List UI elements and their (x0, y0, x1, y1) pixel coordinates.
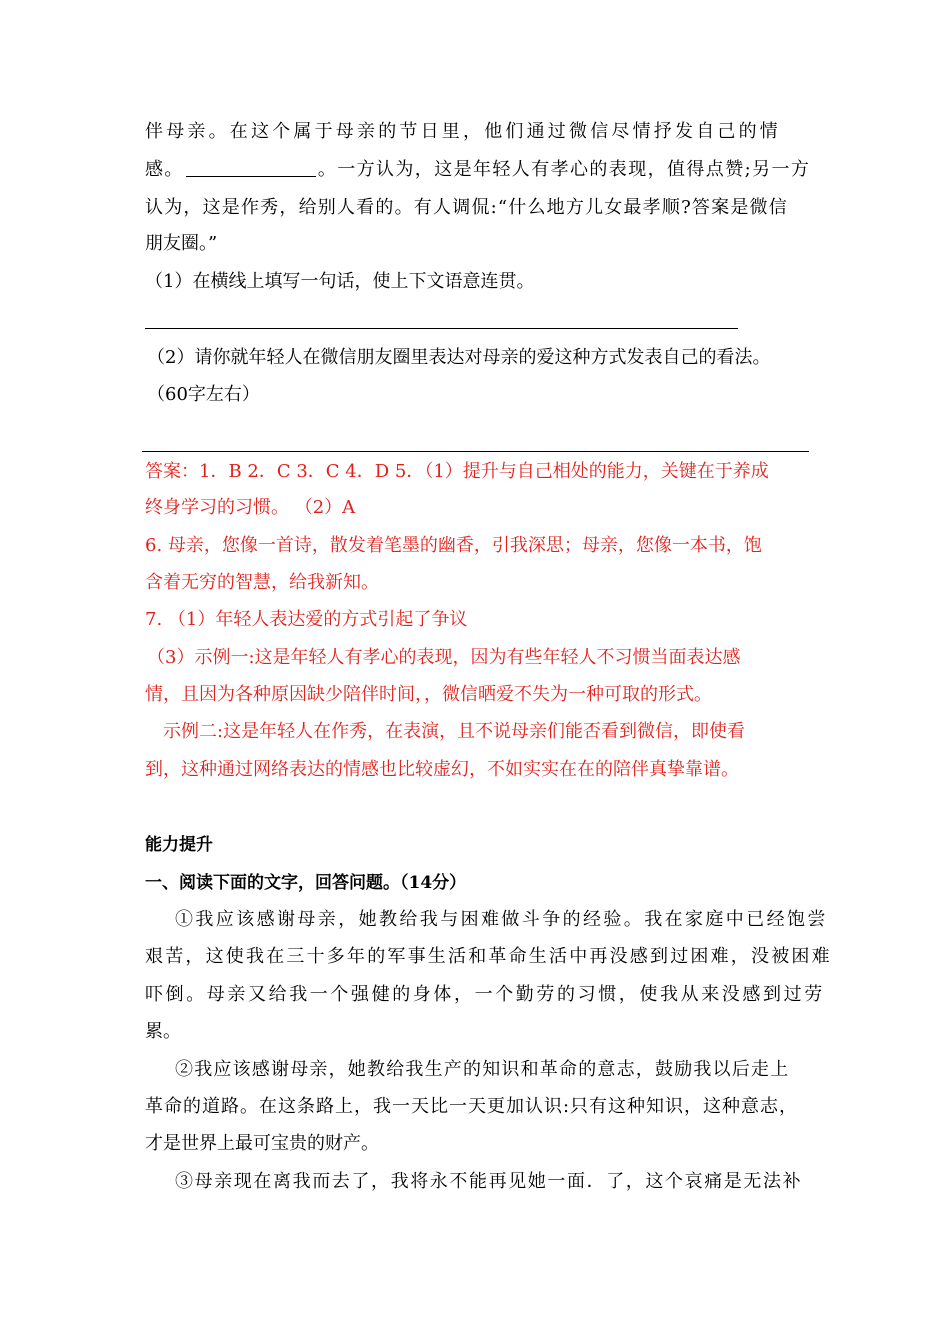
passage-line: 认为，这是作秀，给别人看的。有人调侃:“什么地方儿女最孝顺?答案是微信 (145, 197, 788, 218)
passage-text: 。一方认为，这是年轻人有孝心的表现，值得点赞;另一方 (317, 159, 811, 180)
reading-paragraph-line: 才是世界上最可宝贵的财产。 (145, 1133, 379, 1154)
answer-line[interactable] (142, 451, 809, 452)
answer-text: （3）示例一:这是年轻人有孝心的表现，因为有些年轻人不习惯当面表达感 (147, 647, 741, 668)
passage-text: 感。 (145, 159, 184, 180)
answer-text: 示例二:这是年轻人在作秀，在表演，且不说母亲们能否看到微信，即使看 (163, 721, 746, 742)
section-heading: 一、阅读下面的文字，回答问题。（14分） (145, 873, 467, 893)
answer-text: 答案：1．B 2．C 3．C 4．D 5．（1）提升与自己相处的能力，关键在于养成 (145, 461, 769, 482)
answer-text: 含着无穷的智慧，给我新知。 (145, 572, 379, 593)
question-1: （1）在横线上填写一句话，使上下文语意连贯。 (145, 271, 535, 292)
reading-paragraph-line: 艰苦，这使我在三十多年的军事生活和革命生活中再没感到过困难，没被困难 (145, 946, 832, 967)
passage-line: 朋友圈。” (145, 233, 218, 254)
answer-text: 终身学习的习惯。 （2）A (145, 497, 356, 518)
answer-text: 情，且因为各种原因缺少陪伴时间，，微信晒爱不失为一种可取的形式。 (145, 684, 712, 705)
question-2-note: （60字左右） (147, 384, 260, 405)
answer-text: 到，这种通过网络表达的情感也比较虚幻，不如实实在在的陪伴真挚靠谱。 (145, 759, 739, 780)
passage-line: 伴母亲。在这个属于母亲的节日里，他们通过微信尽情抒发自己的情 (145, 121, 781, 142)
answer-text: 6. 母亲，您像一首诗，散发着笔墨的幽香，引我深思；母亲，您像一本书，饱 (145, 535, 762, 556)
answer-text: 7. （1）年轻人表达爱的方式引起了争议 (145, 609, 468, 630)
answer-line[interactable] (145, 328, 738, 329)
section-title: 能力提升 (145, 835, 213, 855)
reading-paragraph-line: 革命的道路。在这条路上，我一天比一天更加认识:只有这种知识，这种意志， (145, 1096, 799, 1117)
reading-paragraph-line: ③母亲现在离我而去了，我将永不能再见她一面．了，这个哀痛是无法补 (175, 1171, 803, 1192)
reading-paragraph-line: ①我应该感谢母亲，她教给我与困难做斗争的经验。我在家庭中已经饱尝 (175, 909, 828, 930)
passage-line-with-blank (145, 158, 810, 182)
reading-paragraph-line: 累。 (145, 1021, 181, 1042)
fill-in-blank[interactable] (186, 158, 316, 177)
reading-paragraph-line: 吓倒。母亲又给我一个强健的身体，一个勤劳的习惯，使我从来没感到过劳 (145, 984, 825, 1005)
reading-paragraph-line: ②我应该感谢母亲，她教给我生产的知识和革命的意志，鼓励我以后走上 (175, 1059, 790, 1080)
question-2: （2）请你就年轻人在微信朋友圈里表达对母亲的爱这种方式发表自己的看法。 (147, 347, 771, 368)
